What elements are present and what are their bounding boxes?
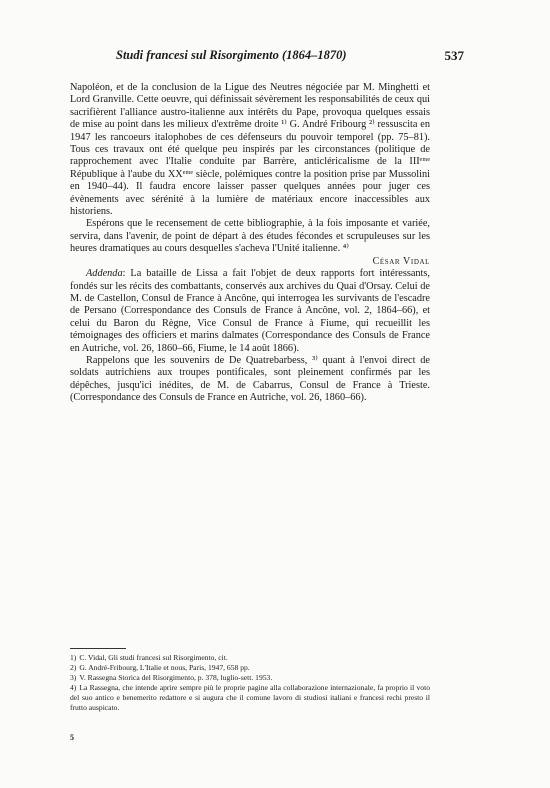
addenda-paragraph [70,268,430,355]
footnote-mark: 1) [70,653,77,662]
footnotes [70,648,430,713]
addenda-label: Addenda [86,268,123,280]
running-title: Studi francesi sul Risorgimento (1864–1870) [116,48,347,62]
signature-number: 5 [70,733,74,742]
main-text [70,82,430,405]
footnote-text: V. Rassegna Storica del Risorgimento, p. 378, luglio-sett. 1953. [79,673,273,682]
paragraph-quatrebarbes: Rappelons que les souvenirs de De Quatrebarbess, ³⁾ quant à l'envoi direct de soldats autrichiens aux troupes pontificales, sont pleinement confirmés par les dépêches, jusqu'ici inédites, de M. de Cabarrus, Consul de France à Trieste. (Correspondance des Consuls de France en Autriche, vol. 26, 1860–66). [70,354,430,404]
footnote-mark: 2) [70,663,77,672]
footnote-mark: 3) [70,673,77,682]
page-header [60,48,464,68]
author-signature: César Vidal [372,255,430,267]
footnote-4 [70,683,430,713]
footnote-1 [70,653,430,663]
footnote-text: C. Vidal, Gli studi francesi sul Risorgimento, cit. [79,653,228,662]
footnote-3 [70,673,430,683]
footnote-rule [70,648,126,649]
paragraph-conclusion: Espérons que le recensement de cette bibliographie, à la fois imposante et variée, servira, dans l'avenir, de point de départ à des études fécondes et scrupuleuses sur les heures dramatiques au cours desquelles s'acheva l'Unité italienne. ⁴⁾ [70,218,430,255]
footnote-2 [70,663,430,673]
paragraph-continuation: Napoléon, et de la conclusion de la Ligue des Neutres négociée par M. Minghetti et Lord Granville. Cette oeuvre, qui définissait sévèrement les responsabilités de ceux qui sacrifièrent l'alliance austro-italienne aux intérêts du Pape, provoqua quelques essais de mise au point dans les milieux d'extrême droite ¹⁾ G. André Fribourg ²⁾ ressuscita en 1947 les rancoeurs italophobes de ces défenseurs du pouvoir temporel (pp. 75–81). Tous ces travaux ont été quelque peu inspirés par les circonstances (politique de rapprochement avec l'Italie conduite par Barrère, anticléricalisme de la IIIᵉᵐᵉ République à l'aube du XXᵉᵐᵉ siècle, polémiques contre la position prise par Mussolini en 1940–44). Il faudra encore laisser passer quelques années pour juger ces évènements avec sérénité à la lumière de matériaux encore inaccessibles aux historiens. [70,82,430,218]
addenda-text: : La bataille de Lissa a fait l'objet de deux rapports fort intéressants, fondés sur les récits des combattants, conservés aux archives du Quai d'Orsay. Celui de M. de Castellon, Consul de France à Ancône, qui interrogea les survivants de l'escadre de Persano (Correspondance des Consuls de France à Ancône, vol. 2, 1864–66), et celui du Baron du Règne, Vice Consul de France à Fiume, qui recueillit les témoignages des officiers et marins dalmates (Correspondance des Consuls de France en Autriche, vol. 26, 1860–66, Fiume, le 14 août 1866). [70,268,430,354]
footnote-mark: 4) [70,683,77,692]
footnote-text: La Rassegna, che intende aprire sempre più le proprie pagine alla collaborazione internazionale, fa proprio il voto del suo antico e benemerito redattore e si augura che il comune lavoro di studiosi italiani e francesi rechi presto il frutto auspicato. [70,683,430,712]
page-number: 537 [444,48,464,63]
footnote-text: G. André-Fribourg, L'Italie et nous, Paris, 1947, 658 pp. [79,663,250,672]
